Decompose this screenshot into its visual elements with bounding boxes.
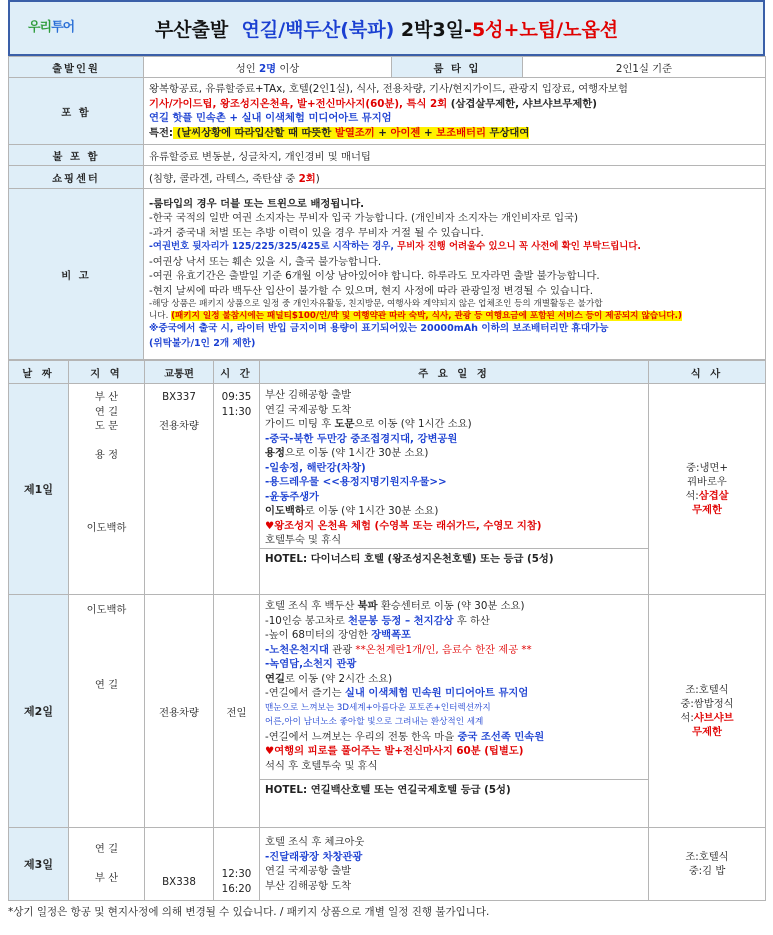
day1-times: 09:35 11:30 bbox=[214, 384, 260, 595]
room-label: 룸 타 입 bbox=[392, 57, 523, 78]
day1-label: 제1일 bbox=[9, 384, 69, 595]
day1-regions: 부 산 연 길 도 문 용 정 이도백하 bbox=[69, 384, 145, 595]
depart-label: 출발인원 bbox=[9, 57, 144, 78]
day2-time: 전일 bbox=[214, 595, 260, 828]
shopping-label: 쇼핑센터 bbox=[9, 166, 144, 189]
room-value: 2인1실 기준 bbox=[523, 57, 766, 78]
day2-hotel: HOTEL: 연길백산호텔 또는 연길국제호텔 등급 (5성) bbox=[260, 779, 648, 801]
title-duration: 2박3일- bbox=[400, 18, 472, 41]
day3-meals: 조:호텔식 중:김 밥 bbox=[649, 828, 766, 901]
header-time: 시 간 bbox=[214, 361, 260, 384]
info-table bbox=[8, 56, 766, 360]
day2-transport: 전용차량 bbox=[145, 595, 214, 828]
exclude-value: 유류할증료 변동분, 싱글차지, 개인경비 및 매너팁 bbox=[144, 145, 766, 166]
header-itinerary: 주 요 일 정 bbox=[260, 361, 649, 384]
title-grade: 5성+노팁/노옵션 bbox=[471, 18, 619, 41]
header-region: 지 역 bbox=[69, 361, 145, 384]
day3-itinerary: 호텔 조식 후 체크아웃 -진달래광장 차창관광 연길 국제공항 출발 부산 김해공항 도착 bbox=[260, 828, 649, 901]
day1-hotel: HOTEL: 다이너스티 호텔 (왕조성지온천호텔) 또는 등급 (5성) bbox=[260, 548, 648, 570]
include-label: 포 함 bbox=[9, 78, 144, 145]
header-day: 날 짜 bbox=[9, 361, 69, 384]
header-meal: 식 사 bbox=[649, 361, 766, 384]
company-logo: 우리투어 bbox=[28, 20, 75, 35]
exclude-label: 불 포 함 bbox=[9, 145, 144, 166]
heart-icon: ♥ bbox=[265, 745, 275, 757]
day3-regions: 연 길 부 산 bbox=[69, 828, 145, 901]
include-content: 왕복항공료, 유류할증료+TAx, 호텔(2인1실), 식사, 전용차량, 기사/현지가이드, 관광지 입장료, 여행자보험 기사/가이드팁, 왕조성지온천욕, 발+전신마사지(60분), 특식 2회 (삼겹살무제한, 샤브샤브무제한) 연길 핫플 민속촌 + 실내 이색체험 미디어아트 뮤지엄 특전: (날씨상황에 따라입산할 때 따뜻한 발열조끼 + 아이젠 + 보조배터리 무상대여 bbox=[144, 78, 766, 145]
day2-regions: 이도백하 연 길 bbox=[69, 595, 145, 828]
day2-label: 제2일 bbox=[9, 595, 69, 828]
day1-itinerary: 부산 김해공항 출발 연길 국제공항 도착 가이드 미팅 후 도문으로 이동 (약 1시간 소요) -중국-북한 두만강 중조접경지대, 강변공원 용정으로 이동 (약 1시간 30분 소요) -일송정, 해란강(차창) -용드레우물 <<용정지명기원지우물>> -윤동주생가 이도백하로 이동 (약 1시간 30분 소요) ♥왕조성지 온천욕 체험 (수영복 또는 래쉬가드, 수영모 지참) 호텔투숙 및 휴식 HOTEL: 다이너스티 호텔 (왕조성지온천호텔) 또는 등급 (5성) bbox=[260, 384, 649, 595]
remarks-label: 비 고 bbox=[9, 189, 144, 360]
tour-document bbox=[8, 0, 765, 919]
day3-times: 12:30 16:20 bbox=[214, 828, 260, 901]
title-destination: 연길/백두산(북파) bbox=[241, 18, 395, 41]
title-bar bbox=[8, 0, 765, 56]
remarks-content: -룸타입의 경우 더블 또는 트윈으로 배정됩니다. -한국 국적의 일반 여권 소지자는 무비자 입국 가능합니다. (개인비자 소지자는 개인비자로 입국) -과거 중국내 처벌 또는 추방 이력이 있을 경우 무비자 거절 될 수 있습니다. -여권번호 뒷자리가 125/225/325/425로 시작하는 경우, 무비자 진행 어려울수 있으니 꼭 사전에 확인 부탁드립니다. -여권상 낙서 또는 훼손 있을 시, 출국 불가능합니다. -여권 유효기간은 출발일 기준 6개월 이상 남아있어야 합니다. 하루라도 모자라면 출발 불가능합니다. -현지 날씨에 따라 백두산 입산이 불가할 수 있으며, 현지 사정에 따라 관광일정 변경될 수 있습니다. -해당 상품은 패키지 상품으로 일정 중 개인자유활동, 친지방문, 여행사와 계약되지 않은 업체조인 등의 개별활동은 불가합 니다. (패키지 일정 불참시에는 패널티$100/인/박 및 여행약관 따라 숙박, 식사, 관광 등 여행요금에 포함된 서비스 등이 제공되지 않습니다.) ※중국에서 출국 시, 라이터 반입 금지이며 용량이 표기되어있는 20000mAh 이하의 보조배터리만 휴대가능 (위탁불가/1인 2개 제한) bbox=[144, 189, 766, 360]
shopping-value: (침향, 콜라겐, 라텍스, 죽탄샵 중 2회) bbox=[144, 166, 766, 189]
depart-value: 성인 2명 이상 bbox=[144, 57, 392, 78]
schedule-table bbox=[8, 360, 766, 901]
day1-meals: 중:냉면+ 꿔바로우 석:삼겹살 무제한 bbox=[649, 384, 766, 595]
title-depart: 부산출발 bbox=[154, 18, 229, 41]
day2-itinerary: 호텔 조식 후 백두산 북파 환승센터로 이동 (약 30분 소요) -10인승 봉고차로 천문봉 등정 – 천지감상 후 하산 -높이 68미터의 장엄한 장백폭포 -노천온천지대 관광 **온천계란1개/인, 음료수 한잔 제공 ** -녹염담,소천지 관광 연길로 이동 (약 2시간 소요) -연길에서 즐기는 실내 이색체험 민속원 미디어아트 뮤지엄 맨눈으로 느껴보는 3D세계+아름다운 포토존+인터렉션까지 어른,아이 남녀노소 좋아할 빛으로 그려내는 환상적인 세계 -연길에서 느껴보는 우리의 전통 한옥 마을 중국 조선족 민속원 ♥여행의 피로를 풀어주는 발+전신마사지 60분 (팁별도) 석식 후 호텔투숙 및 휴식 HOTEL: 연길백산호텔 또는 연길국제호텔 등급 (5성) bbox=[260, 595, 649, 828]
footer-note: *상기 일정은 항공 및 현지사정에 의해 변경될 수 있습니다. / 패키지 상품으로 개별 일정 진행 불가입니다. bbox=[8, 906, 490, 918]
heart-icon: ♥ bbox=[265, 519, 275, 532]
day1-transport: BX337 전용차량 bbox=[145, 384, 214, 595]
header-transport: 교통편 bbox=[145, 361, 214, 384]
day2-meals: 조:호텔식 중:쌈밥정식 석:샤브샤브 무제한 bbox=[649, 595, 766, 828]
day3-label: 제3일 bbox=[9, 828, 69, 901]
day3-transport: BX338 bbox=[145, 828, 214, 901]
